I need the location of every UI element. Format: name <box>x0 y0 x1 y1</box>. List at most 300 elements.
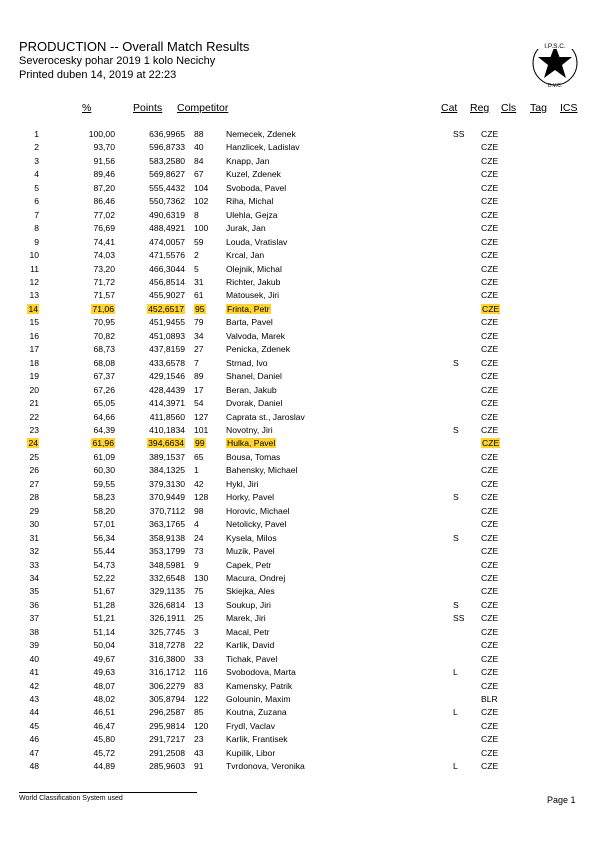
region-cell: CZE <box>481 330 499 341</box>
percent-cell: 89,46 <box>93 169 115 180</box>
category-cell <box>453 545 481 558</box>
table-row <box>19 666 521 679</box>
place-cell: 12 <box>29 276 39 287</box>
competitor-number-cell: 22 <box>194 640 204 651</box>
category-cell: L <box>453 761 458 772</box>
category-cell <box>453 316 481 329</box>
points-cell: 451,0893 <box>149 330 185 341</box>
place-cell: 18 <box>29 357 39 368</box>
place-cell: 36 <box>29 599 39 610</box>
printed-date: Printed duben 14, 2019 at 22:23 <box>19 69 177 81</box>
region-cell: CZE <box>481 155 499 166</box>
competitor-name-cell: Koutna, Zuzana <box>226 707 287 718</box>
competitor-name-cell: Netolicky, Pavel <box>226 519 287 530</box>
table-row <box>19 451 521 464</box>
percent-cell: 91,56 <box>93 155 115 166</box>
competitor-name-cell: Shanel, Daniel <box>226 371 282 382</box>
table-row <box>19 599 521 612</box>
region-cell: CZE <box>481 720 499 731</box>
table-row <box>19 384 521 397</box>
competitor-name-cell: Kysela, Milos <box>226 532 277 543</box>
table-row <box>19 760 521 773</box>
category-cell <box>453 397 481 410</box>
col-header-pct: % <box>82 102 92 114</box>
place-cell: 16 <box>29 330 39 341</box>
points-cell: 455,9027 <box>149 290 185 301</box>
category-cell: S <box>453 357 459 368</box>
points-cell: 316,3800 <box>149 653 185 664</box>
competitor-name-cell: Nemecek, Zdenek <box>226 129 296 139</box>
footer-divider <box>19 792 197 793</box>
category-cell <box>453 330 481 343</box>
competitor-number-cell: 42 <box>194 478 204 489</box>
table-row <box>19 316 521 329</box>
place-cell: 6 <box>34 196 39 207</box>
competitor-number-cell: 102 <box>194 196 209 207</box>
competitor-name-cell: Horovic, Michael <box>226 505 290 516</box>
percent-cell: 49,67 <box>93 653 115 664</box>
points-cell: 291,7217 <box>149 734 185 745</box>
place-cell: 27 <box>29 478 39 489</box>
region-cell: CZE <box>481 505 499 516</box>
competitor-number-cell: 120 <box>194 720 209 731</box>
percent-cell: 45,72 <box>93 747 115 758</box>
points-cell: 363,1765 <box>149 519 185 530</box>
table-row <box>19 478 521 491</box>
percent-cell: 68,73 <box>93 344 115 355</box>
percent-cell: 76,69 <box>93 223 115 234</box>
percent-cell: 48,07 <box>93 680 115 691</box>
table-row <box>19 626 521 639</box>
table-row <box>19 195 521 208</box>
table-row <box>19 209 521 222</box>
place-cell: 25 <box>29 451 39 462</box>
competitor-name-cell: Ulehla, Gejza <box>226 209 278 220</box>
percent-cell: 50,04 <box>93 640 115 651</box>
competitor-number-cell: 73 <box>194 546 204 557</box>
region-cell: CZE <box>481 290 499 301</box>
competitor-name-cell: Tichak, Pavel <box>226 653 278 664</box>
percent-cell: 70,95 <box>93 317 115 328</box>
table-row <box>19 357 521 370</box>
place-cell: 30 <box>29 519 39 530</box>
category-cell <box>453 141 481 154</box>
points-cell: 466,3044 <box>149 263 185 274</box>
region-cell: CZE <box>481 263 499 274</box>
region-cell: CZE <box>481 129 499 139</box>
footer-note: World Classification System used <box>19 795 123 802</box>
col-header-cat: Cat <box>441 102 458 114</box>
points-cell: 348,5981 <box>149 559 185 570</box>
region-cell: CZE <box>481 599 499 610</box>
competitor-number-cell: 54 <box>194 398 204 409</box>
table-row <box>19 424 521 437</box>
table-row <box>19 182 521 195</box>
competitor-number-cell: 130 <box>194 572 209 583</box>
table-row <box>19 612 521 625</box>
place-cell: 2 <box>34 142 39 153</box>
region-cell: CZE <box>481 451 499 462</box>
points-cell: 358,9138 <box>149 532 185 543</box>
results-table <box>19 128 521 774</box>
table-row <box>19 505 521 518</box>
points-cell: 325,7745 <box>149 626 185 637</box>
competitor-name-cell: Jurak, Jan <box>226 223 266 234</box>
points-cell: 305,8794 <box>149 694 185 705</box>
place-cell: 42 <box>29 680 39 691</box>
points-cell: 389,1537 <box>149 451 185 462</box>
competitor-name-cell: Valvoda, Marek <box>226 330 286 341</box>
points-cell: 488,4921 <box>149 223 185 234</box>
competitor-name-cell: Krcal, Jan <box>226 250 265 261</box>
competitor-number-cell: 85 <box>194 707 204 718</box>
table-row <box>19 733 521 746</box>
place-cell: 9 <box>34 236 39 247</box>
points-cell: 471,5576 <box>149 250 185 261</box>
percent-cell: 87,20 <box>93 182 115 193</box>
category-cell <box>453 639 481 652</box>
place-cell: 10 <box>29 250 39 261</box>
region-cell: CZE <box>481 626 499 637</box>
points-cell: 414,3971 <box>149 398 185 409</box>
competitor-name-cell: Novotny, Jiri <box>226 424 273 435</box>
competitor-number-cell: 5 <box>194 263 199 274</box>
competitor-number-cell: 100 <box>194 223 209 234</box>
category-cell <box>453 411 481 424</box>
competitor-number-cell: 33 <box>194 653 204 664</box>
place-cell: 11 <box>30 263 39 274</box>
region-cell: CZE <box>482 303 500 314</box>
competitor-number-cell: 122 <box>194 694 209 705</box>
competitor-name-cell: Barta, Pavel <box>226 317 273 328</box>
category-cell <box>453 505 481 518</box>
competitor-number-cell: 13 <box>194 599 204 610</box>
table-row <box>19 680 521 693</box>
points-cell: 370,7112 <box>149 505 185 516</box>
competitor-name-cell: Bahensky, Michael <box>226 465 298 476</box>
competitor-number-cell: 61 <box>194 290 204 301</box>
points-cell: 296,2587 <box>149 707 185 718</box>
points-cell: 410,1834 <box>149 424 185 435</box>
region-cell: CZE <box>481 196 499 207</box>
category-cell <box>453 693 481 706</box>
place-cell: 14 <box>28 303 38 314</box>
category-cell: S <box>453 492 459 503</box>
region-cell: CZE <box>481 371 499 382</box>
points-cell: 451,9455 <box>149 317 185 328</box>
category-cell: SS <box>453 613 465 624</box>
points-cell: 452,6517 <box>148 303 184 314</box>
points-cell: 428,4439 <box>149 384 185 395</box>
points-cell: 437,8159 <box>149 344 185 355</box>
competitor-name-cell: Frydl, Vaclav <box>226 720 276 731</box>
region-cell: CZE <box>481 223 499 234</box>
points-cell: 379,3130 <box>149 478 185 489</box>
region-cell: CZE <box>481 640 499 651</box>
place-cell: 26 <box>29 465 39 476</box>
percent-cell: 51,67 <box>93 586 115 597</box>
place-cell: 35 <box>29 586 39 597</box>
region-cell: CZE <box>481 707 499 718</box>
competitor-number-cell: 17 <box>194 384 204 395</box>
competitor-number-cell: 128 <box>194 492 209 503</box>
points-cell: 326,1911 <box>149 613 185 624</box>
table-row <box>19 518 521 531</box>
place-cell: 15 <box>29 317 39 328</box>
category-cell <box>453 209 481 222</box>
place-cell: 21 <box>29 398 39 409</box>
competitor-name-cell: Kamensky, Patrik <box>226 680 293 691</box>
competitor-name-cell: Knapp, Jan <box>226 155 270 166</box>
competitor-number-cell: 84 <box>194 155 204 166</box>
competitor-number-cell: 59 <box>194 236 204 247</box>
place-cell: 7 <box>34 209 39 220</box>
category-cell <box>453 168 481 181</box>
competitor-number-cell: 40 <box>194 142 204 153</box>
percent-cell: 59,55 <box>93 478 115 489</box>
place-cell: 8 <box>34 223 39 234</box>
percent-cell: 45,80 <box>93 734 115 745</box>
category-cell <box>453 626 481 639</box>
competitor-number-cell: 43 <box>194 747 204 758</box>
percent-cell: 73,20 <box>93 263 115 274</box>
region-cell: CZE <box>481 680 499 691</box>
percent-cell: 64,66 <box>93 411 115 422</box>
region-cell: CZE <box>481 572 499 583</box>
points-cell: 326,6814 <box>149 599 185 610</box>
percent-cell: 70,82 <box>93 330 115 341</box>
points-cell: 596,8733 <box>149 142 185 153</box>
category-cell <box>453 478 481 491</box>
category-cell <box>453 370 481 383</box>
percent-cell: 51,14 <box>93 626 115 637</box>
competitor-number-cell: 89 <box>194 371 204 382</box>
region-cell: CZE <box>481 761 499 772</box>
region-cell: CZE <box>481 398 499 409</box>
percent-cell: 77,02 <box>93 209 115 220</box>
table-row <box>19 222 521 235</box>
place-cell: 47 <box>29 747 39 758</box>
percent-cell: 68,08 <box>93 357 115 368</box>
region-cell: CZE <box>481 559 499 570</box>
competitor-name-cell: Hykl, Jiri <box>226 478 259 489</box>
place-cell: 5 <box>34 182 39 193</box>
region-cell: CZE <box>481 344 499 355</box>
place-cell: 46 <box>29 734 39 745</box>
place-cell: 39 <box>29 640 39 651</box>
competitor-number-cell: 23 <box>194 734 204 745</box>
place-cell: 19 <box>29 371 39 382</box>
place-cell: 24 <box>28 438 38 449</box>
category-cell <box>453 263 481 276</box>
place-cell: 17 <box>29 344 39 355</box>
region-cell: CZE <box>481 182 499 193</box>
report-title: PRODUCTION -- Overall Match Results <box>19 39 250 54</box>
category-cell <box>453 518 481 531</box>
category-cell <box>453 720 481 733</box>
percent-cell: 44,89 <box>93 761 115 772</box>
percent-cell: 46,47 <box>93 720 115 731</box>
category-cell <box>453 276 481 289</box>
place-cell: 37 <box>29 613 39 624</box>
competitor-number-cell: 98 <box>194 505 204 516</box>
region-cell: CZE <box>481 317 499 328</box>
category-cell <box>453 680 481 693</box>
region-cell: CZE <box>481 465 499 476</box>
percent-cell: 60,30 <box>93 465 115 476</box>
table-row <box>19 720 521 733</box>
place-cell: 4 <box>34 169 39 180</box>
category-cell <box>453 437 481 450</box>
percent-cell: 86,46 <box>93 196 115 207</box>
table-row <box>19 236 521 249</box>
table-row <box>19 585 521 598</box>
competitor-number-cell: 83 <box>194 680 204 691</box>
competitor-name-cell: Olejnik, Michal <box>226 263 282 274</box>
table-row <box>19 263 521 276</box>
competitor-name-cell: Capek, Petr <box>226 559 272 570</box>
points-cell: 329,1135 <box>149 586 185 597</box>
col-header-ics: ICS <box>560 102 578 114</box>
percent-cell: 93,70 <box>93 142 115 153</box>
svg-text:D.V.C.: D.V.C. <box>547 83 563 89</box>
region-cell: CZE <box>481 250 499 261</box>
region-cell: CZE <box>481 747 499 758</box>
percent-cell: 54,73 <box>93 559 115 570</box>
table-row <box>19 437 521 450</box>
percent-cell: 58,20 <box>93 505 115 516</box>
place-cell: 41 <box>29 667 39 678</box>
points-cell: 384,1325 <box>149 465 185 476</box>
points-cell: 394,6634 <box>148 438 184 449</box>
competitor-name-cell: Hanzlicek, Ladislav <box>226 142 300 153</box>
region-cell: BLR <box>481 694 498 705</box>
col-header-tag: Tag <box>530 102 547 114</box>
region-cell: CZE <box>481 519 499 530</box>
competitor-name-cell: Matousek, Jiri <box>226 290 280 301</box>
points-cell: 490,6319 <box>149 209 185 220</box>
category-cell <box>453 249 481 262</box>
competitor-number-cell: 127 <box>194 411 209 422</box>
table-row <box>19 653 521 666</box>
competitor-name-cell: Tvrdonova, Veronika <box>226 761 305 772</box>
place-cell: 29 <box>29 505 39 516</box>
points-cell: 636,9965 <box>149 129 185 139</box>
percent-cell: 74,41 <box>93 236 115 247</box>
place-cell: 34 <box>29 572 39 583</box>
table-row <box>19 491 521 504</box>
points-cell: 353,1799 <box>149 546 185 557</box>
region-cell: CZE <box>481 424 499 435</box>
category-cell <box>453 585 481 598</box>
percent-cell: 56,34 <box>93 532 115 543</box>
competitor-number-cell: 65 <box>194 451 204 462</box>
region-cell: CZE <box>481 613 499 624</box>
competitor-number-cell: 91 <box>194 761 204 772</box>
category-cell <box>453 236 481 249</box>
competitor-number-cell: 95 <box>195 303 205 314</box>
region-cell: CZE <box>481 734 499 745</box>
points-cell: 555,4432 <box>149 182 185 193</box>
competitor-number-cell: 88 <box>194 129 204 139</box>
category-cell: S <box>453 599 459 610</box>
competitor-number-cell: 79 <box>194 317 204 328</box>
competitor-name-cell: Kupilik, Libor <box>226 747 276 758</box>
percent-cell: 71,06 <box>92 303 114 314</box>
competitor-number-cell: 3 <box>194 626 199 637</box>
competitor-name-cell: Caprata st., Jaroslav <box>226 411 305 422</box>
place-cell: 28 <box>29 492 39 503</box>
competitor-number-cell: 101 <box>194 424 209 435</box>
points-cell: 550,7362 <box>149 196 185 207</box>
competitor-name-cell: Dvorak, Daniel <box>226 398 283 409</box>
percent-cell: 61,09 <box>93 451 115 462</box>
competitor-name-cell: Bousa, Tomas <box>226 451 281 462</box>
table-row <box>19 411 521 424</box>
table-row <box>19 276 521 289</box>
category-cell <box>453 155 481 168</box>
competitor-number-cell: 34 <box>194 330 204 341</box>
table-row <box>19 532 521 545</box>
category-cell: L <box>453 707 458 718</box>
place-cell: 3 <box>34 155 39 166</box>
percent-cell: 55,44 <box>93 546 115 557</box>
table-row <box>19 370 521 383</box>
place-cell: 43 <box>29 694 39 705</box>
region-cell: CZE <box>481 532 499 543</box>
competitor-name-cell: Marek, Jiri <box>226 613 266 624</box>
svg-text:I.P.S.C.: I.P.S.C. <box>544 43 566 50</box>
category-cell: S <box>453 424 459 435</box>
region-cell: CZE <box>481 478 499 489</box>
competitor-number-cell: 25 <box>194 613 204 624</box>
points-cell: 583,2580 <box>149 155 185 166</box>
table-row <box>19 249 521 262</box>
category-cell <box>453 559 481 572</box>
percent-cell: 52,22 <box>93 572 115 583</box>
competitor-name-cell: Macal, Petr <box>226 626 270 637</box>
percent-cell: 51,28 <box>93 599 115 610</box>
category-cell: S <box>453 532 459 543</box>
region-cell: CZE <box>481 586 499 597</box>
points-cell: 318,7278 <box>149 640 185 651</box>
place-cell: 48 <box>29 761 39 772</box>
table-row <box>19 639 521 652</box>
category-cell <box>453 182 481 195</box>
percent-cell: 48,02 <box>93 694 115 705</box>
points-cell: 429,1546 <box>149 371 185 382</box>
competitor-number-cell: 4 <box>194 519 199 530</box>
percent-cell: 67,37 <box>93 371 115 382</box>
table-row <box>19 343 521 356</box>
place-cell: 13 <box>29 290 39 301</box>
category-cell <box>453 222 481 235</box>
place-cell: 45 <box>29 720 39 731</box>
table-row <box>19 572 521 585</box>
competitor-name-cell: Hulka, Pavel <box>227 438 276 449</box>
points-cell: 332,6548 <box>149 572 185 583</box>
percent-cell: 74,03 <box>93 250 115 261</box>
region-cell: CZE <box>481 411 499 422</box>
competitor-name-cell: Richter, Jakub <box>226 276 281 287</box>
category-cell: SS <box>453 129 465 139</box>
place-cell: 44 <box>29 707 39 718</box>
region-cell: CZE <box>481 492 499 503</box>
place-cell: 38 <box>29 626 39 637</box>
col-header-reg: Reg <box>470 102 490 114</box>
place-cell: 32 <box>29 546 39 557</box>
region-cell: CZE <box>481 209 499 220</box>
